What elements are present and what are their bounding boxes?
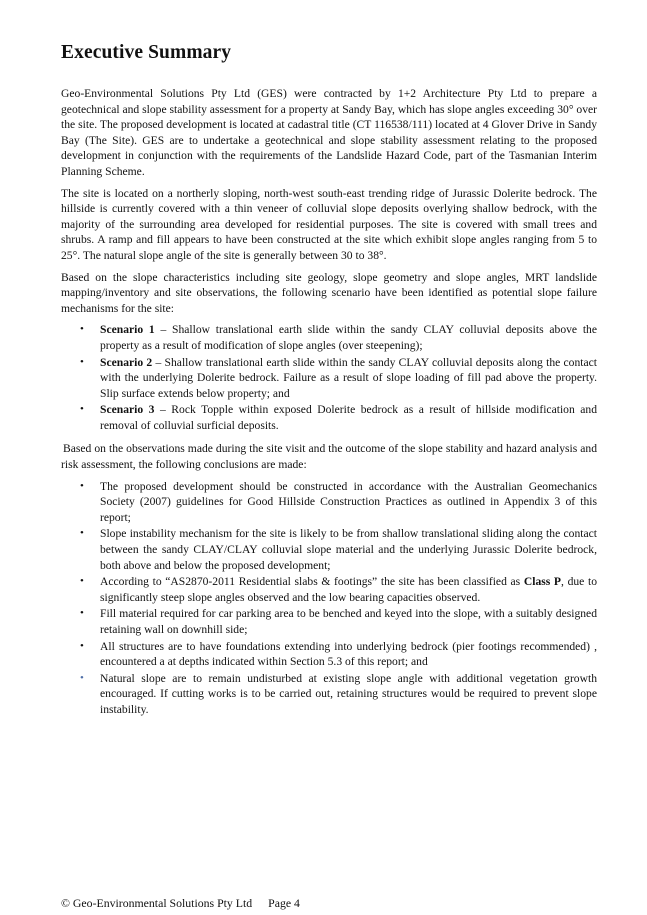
bullet-icon: •: [80, 575, 84, 588]
scenario-text: – Shallow translational earth slide within the sandy CLAY colluvial deposits above the property as a result of modification of slope angles (over steepening);: [100, 323, 597, 352]
page-number: Page 4: [268, 896, 300, 910]
page-footer: [61, 896, 300, 911]
list-item: [80, 479, 597, 526]
site-class: Class P: [523, 575, 562, 589]
scenario-list: [61, 322, 597, 433]
conclusion-text: All structures are to have foundations extending into underlying bedrock (pier footings recommended) , encountered a at depths indicated within Section 5.3 of this report; and: [100, 639, 597, 669]
conclusions-intro-paragraph: Based on the observations made during the site visit and the outcome of the slope stability and hazard analysis and risk assessment, the following conclusions are made:: [61, 442, 597, 472]
conclusion-text: Natural slope are to remain undisturbed at existing slope angle with additional vegetation growth encouraged. If cutting works is to be carried out, retaining structures would be required to prevent slope instability.: [100, 671, 597, 716]
list-item: [80, 574, 597, 605]
scenarios-intro-paragraph: Based on the slope characteristics including site geology, slope geometry and slope angles, MRT landslide mapping/inventory and site observations, the following scenario have been identified as potential slope failure mechanisms for the site:: [61, 270, 597, 315]
conclusion-text: Fill material required for car parking area to be benched and keyed into the slope, with a suitably designed retaining wall on downhill side;: [100, 607, 597, 636]
conclusion-list: [61, 479, 597, 718]
bullet-icon: •: [80, 403, 84, 416]
scenario-label: Scenario 3: [100, 403, 155, 417]
conclusion-text: , due to significantly steep slope angles observed and the low bearing capacities observed.: [100, 575, 597, 604]
bullet-icon: •: [80, 639, 84, 652]
list-item: [80, 606, 597, 637]
list-item: [80, 322, 597, 353]
bullet-icon: •: [80, 323, 84, 336]
conclusion-text: Slope instability mechanism for the site is likely to be from shallow translational sliding along the contact between the sandy CLAY/CLAY colluvial slope material and the underlying Jurassic Dolerite bedrock, both above and below the proposed development;: [100, 527, 597, 572]
copyright-text: © Geo-Environmental Solutions Pty Ltd: [61, 896, 253, 910]
page-title: Executive Summary: [61, 42, 232, 63]
scenario-text: – Shallow translational earth slide within the sandy CLAY colluvial deposits along the contact with the underlying Dolerite bedrock. Failure as a result of slope loading of fill pad above the property. Slip surface extends below property; and: [100, 355, 598, 400]
document-body: [61, 86, 597, 726]
scenario-label: Scenario 2: [100, 355, 153, 369]
site-description-paragraph: The site is located on a northerly sloping, north-west south-east trending ridge of Jurassic Dolerite bedrock. The hillside is currently covered with a thin veneer of colluvial slope deposits overlying shallow bedrock, with the majority of the surrounding area developed for residential purposes. The site is covered with small trees and shrubs. A ramp and fill appears to have been constructed at the site which exhibit slope angles ranging from 5 to 25°. The natural slope angle of the site is generally between 30 to 38°.: [61, 186, 597, 262]
scenario-text: – Rock Topple within exposed Dolerite bedrock as a result of hillside modification and removal of colluvial surficial deposits.: [100, 403, 598, 432]
bullet-icon: •: [80, 527, 84, 540]
bullet-icon: •: [80, 355, 84, 368]
list-item: [80, 526, 597, 573]
list-item: [80, 355, 598, 402]
bullet-icon: •: [80, 607, 84, 620]
bullet-icon: •: [80, 671, 84, 684]
bullet-icon: •: [80, 479, 84, 492]
list-item: [80, 402, 598, 433]
list-item: [80, 671, 597, 718]
intro-paragraph: Geo-Environmental Solutions Pty Ltd (GES) were contracted by 1+2 Architecture Pty Ltd to prepare a geotechnical and slope stability assessment for a property at Sandy Bay, which has slope angles exceeding 30° over the site. The proposed development is located at cadastral title (CT 116538/111) located at 4 Glover Drive in Sandy Bay (The Site). GES are to undertake a geotechnical and slope stability assessment relating to the proposed development in conjunction with the requirements of the Landslide Hazard Code, part of the Tasmanian Interim Planning Scheme.: [61, 87, 597, 178]
conclusion-text: The proposed development should be constructed in accordance with the Australian Geomechanics Society (2007) guidelines for Good Hillside Construction Practices as outlined in Appendix 3 of this report;: [100, 479, 597, 524]
list-item: [80, 639, 597, 670]
conclusion-text: According to “AS2870-2011 Residential slabs & footings” the site has been classified as: [100, 575, 524, 589]
scenario-label: Scenario 1: [100, 323, 155, 337]
